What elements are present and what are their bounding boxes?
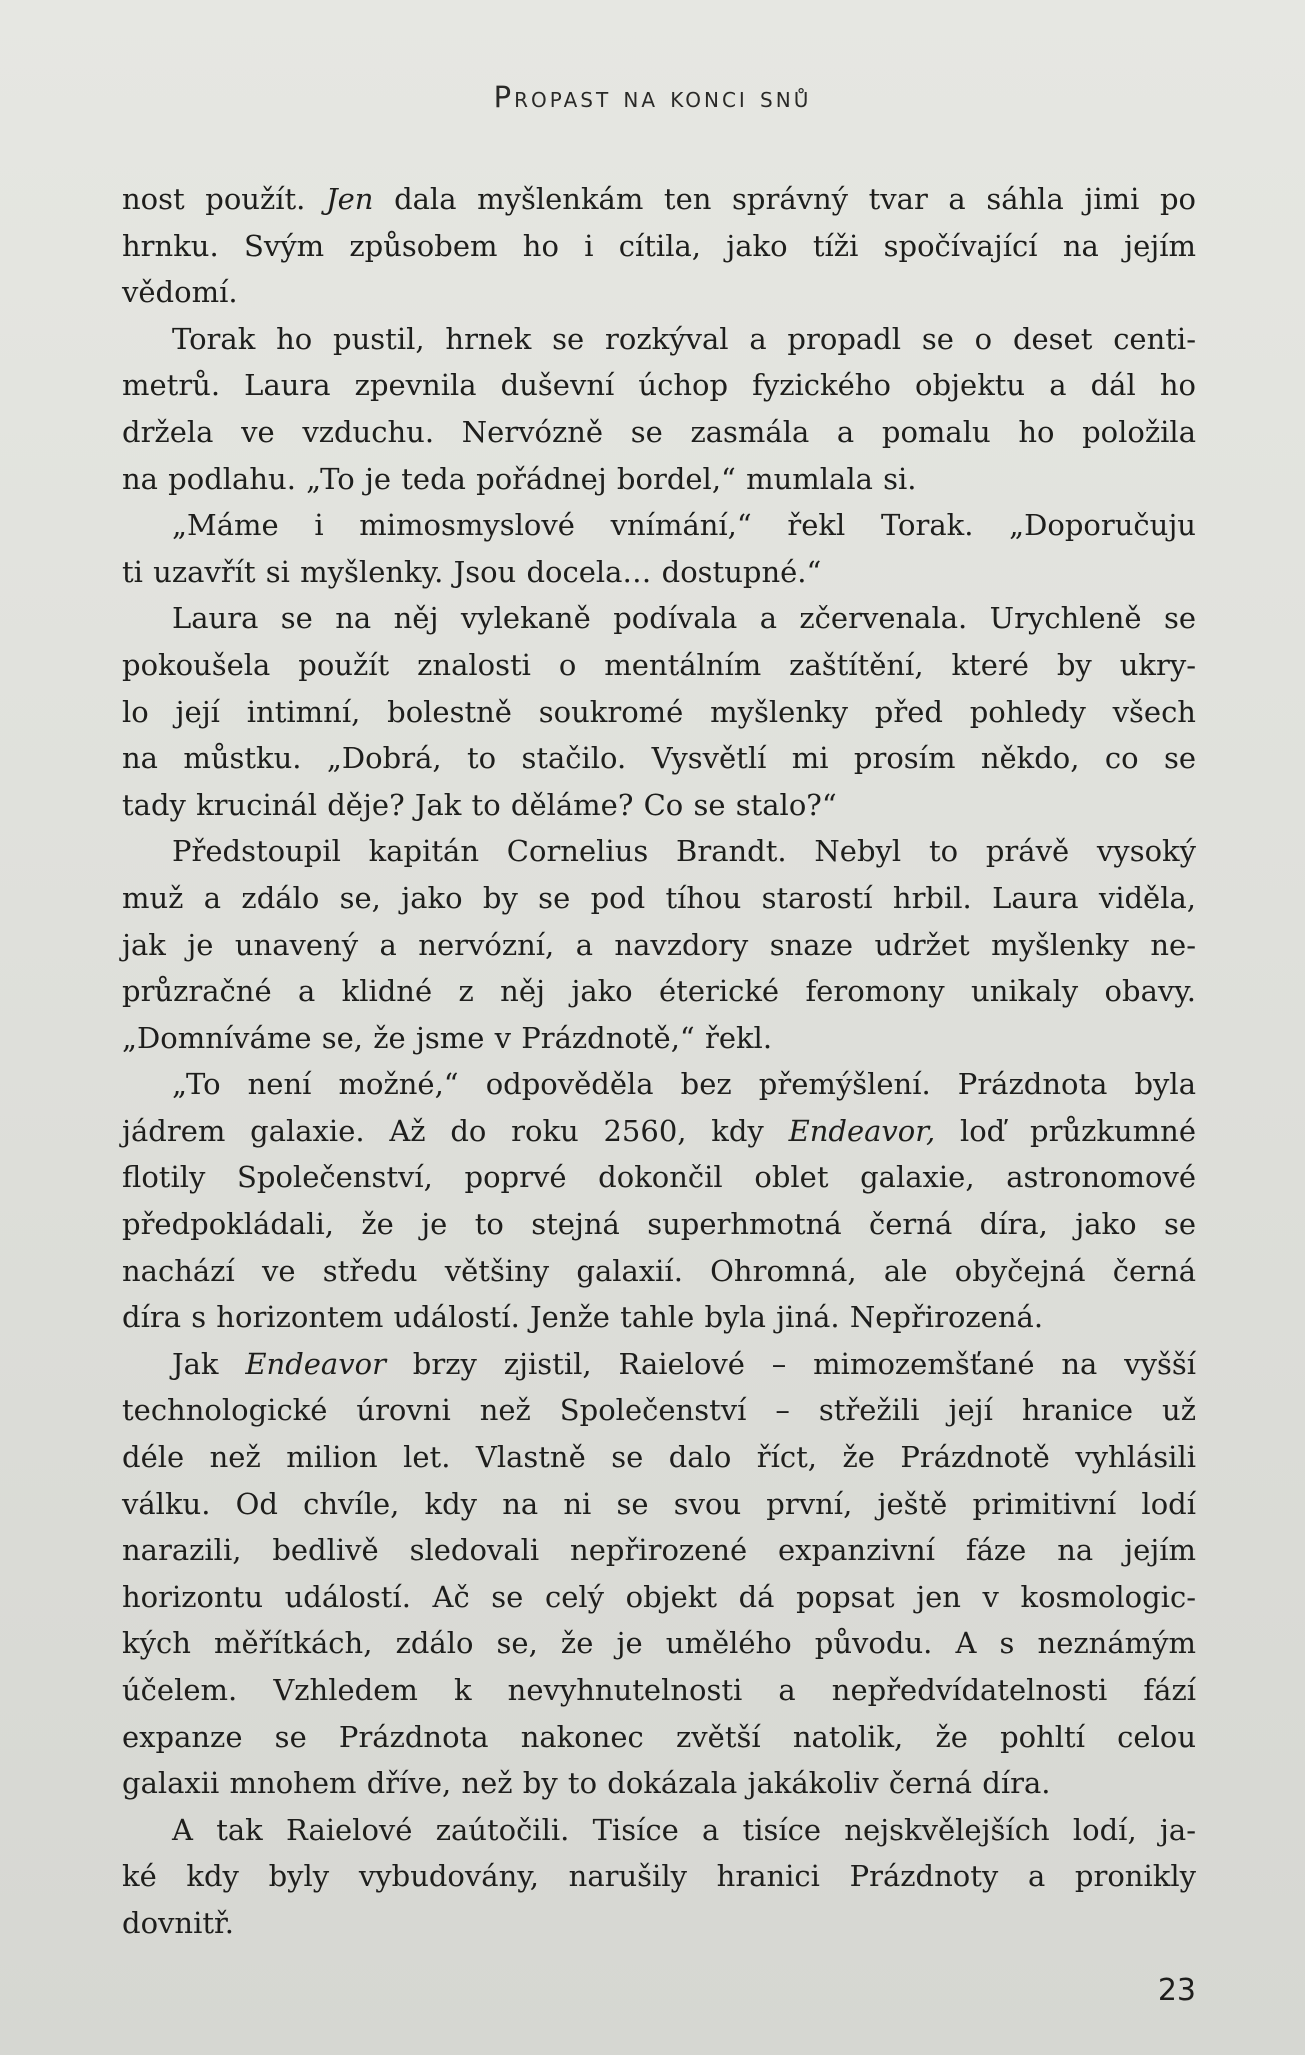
emphasis: Endeavor — [245, 1346, 386, 1381]
text-line: jak je unavený a nervózní, a navzdory snaze udržet myšlenky ne- — [122, 927, 1196, 962]
text-line: Torak ho pustil, hrnek se rozkýval a propadl se o deset centi- — [172, 321, 1196, 356]
page-number: 23 — [1157, 1973, 1196, 2008]
text-line: na můstku. „Dobrá, to stačilo. Vysvětlí mi prosím někdo, co se — [122, 741, 1196, 776]
text-line: ti uzavřít si myšlenky. Jsou docela… dostupné.“ — [122, 554, 822, 589]
text-line: déle než milion let. Vlastně se dalo říct, že Prázdnotě vyhlásili — [122, 1440, 1196, 1475]
text-line: metrů. Laura zpevnila duševní úchop fyzického objektu a dál ho — [122, 368, 1196, 403]
body-text — [122, 176, 1196, 1947]
text-line: galaxii mnohem dříve, než by to dokázala jakákoliv černá díra. — [122, 1766, 1051, 1801]
text-line: kých měřítkách, zdálo se, že je umělého původu. A s neznámým — [122, 1626, 1196, 1661]
text-line: vědomí. — [122, 275, 238, 310]
text-line: díra s horizontem událostí. Jenže tahle byla jiná. Nepřirozená. — [122, 1300, 1044, 1335]
text-line: narazili, bedlivě sledovali nepřirozené expanzivní fáze na jejím — [122, 1533, 1196, 1568]
text-line: Laura se na něj vylekaně podívala a zčervenala. Urychleně se — [172, 601, 1196, 636]
text-line: Předstoupil kapitán Cornelius Brandt. Nebyl to právě vysoký — [172, 834, 1196, 869]
text-line: nost použít. Jen dala myšlenkám ten správný tvar a sáhla jimi po — [122, 182, 1196, 216]
text-line: technologické úrovni než Společenství – střežili její hranice už — [122, 1393, 1196, 1428]
text-line: předpokládali, že je to stejná superhmotná černá díra, jako se — [122, 1207, 1196, 1242]
running-header: Propast na konci snů — [493, 80, 812, 114]
text-line: pokoušela použít znalosti o mentálním zaštítění, které by ukry- — [122, 647, 1196, 682]
text-line: dovnitř. — [122, 1905, 234, 1940]
text-line: lo její intimní, bolestně soukromé myšlenky před pohledy všech — [122, 694, 1196, 729]
text-line: držela ve vzduchu. Nervózně se zasmála a pomalu ho položila — [122, 414, 1196, 449]
text-line: „Domníváme se, že jsme v Prázdnotě,“ řekl. — [122, 1020, 773, 1055]
text-line: „Máme i mimosmyslové vnímání,“ řekl Torak. „Doporučuju — [172, 508, 1196, 543]
text-line: tady krucinál děje? Jak to děláme? Co se stalo?“ — [122, 787, 837, 822]
text-line: na podlahu. „To je teda pořádnej bordel,“ mumlala si. — [122, 461, 917, 496]
text-line: účelem. Vzhledem k nevyhnutelnosti a nepředvídatelnosti fází — [122, 1673, 1196, 1707]
text-line: válku. Od chvíle, kdy na ni se svou první, ještě primitivní lodí — [122, 1486, 1196, 1521]
text-line: jádrem galaxie. Až do roku 2560, kdy Endeavor, loď průzkumné — [122, 1113, 1196, 1148]
text-line: expanze se Prázdnota nakonec zvětší natolik, že pohltí celou — [122, 1719, 1196, 1754]
text-line: ké kdy byly vybudovány, narušily hranici Prázdnoty a pronikly — [122, 1859, 1196, 1894]
text-line: nachází ve středu většiny galaxií. Ohromná, ale obyčejná černá — [122, 1253, 1196, 1288]
text-line: A tak Raielové zaútočili. Tisíce a tisíce nejskvělejších lodí, ja- — [172, 1812, 1196, 1847]
text-line: průzračné a klidné z něj jako éterické feromony unikaly obavy. — [122, 974, 1196, 1009]
text-line: „To není možné,“ odpověděla bez přemýšlení. Prázdnota byla — [172, 1067, 1196, 1102]
text-line: horizontu událostí. Ač se celý objekt dá popsat jen v kosmologic- — [122, 1579, 1196, 1614]
emphasis: Jen — [326, 182, 374, 216]
text-line: flotily Společenství, poprvé dokončil oblet galaxie, astronomové — [122, 1160, 1196, 1195]
text-line: Jak Endeavor brzy zjistil, Raielové – mimozemšťané na vyšší — [172, 1346, 1196, 1381]
text-line: muž a zdálo se, jako by se pod tíhou starostí hrbil. Laura viděla, — [122, 880, 1196, 915]
emphasis: Endeavor, — [788, 1113, 936, 1148]
text-line: hrnku. Svým způsobem ho i cítila, jako tíži spočívající na jejím — [122, 228, 1196, 263]
